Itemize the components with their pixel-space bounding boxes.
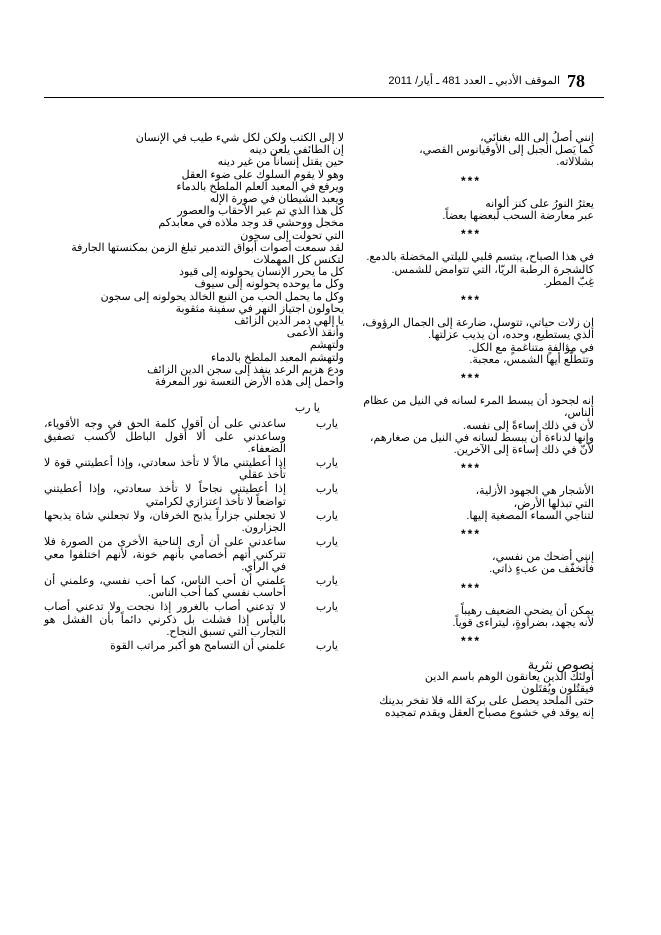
text-line: إنه يوقد في خشوع مصباح العقل ويقدم تمجيده bbox=[384, 707, 594, 720]
section-heading: نصوص نثرية bbox=[527, 656, 594, 672]
stanza bbox=[348, 605, 594, 629]
text-line: في هذا الصباح، يبتسم قلبي لليلتي المخضلة بالدمع. bbox=[366, 251, 594, 264]
prayer-text: إذا أعطيتني مالاً لا تأخذ سعادتي، وإذا أعطيتني قوة لا تأخذ عقلي bbox=[44, 457, 286, 482]
prayer-list bbox=[44, 418, 344, 652]
prayer-label: يارب bbox=[315, 601, 338, 614]
prayer-label: يارب bbox=[315, 418, 338, 431]
text-line: بشلالاته. bbox=[556, 156, 594, 169]
text-line: إنه لجحود أن يبسط المرء لسانه في النيل من عظام الناس، bbox=[363, 395, 594, 420]
text-line: لتكنس كل المهملات bbox=[253, 254, 344, 267]
prayer-entry bbox=[44, 575, 344, 599]
text-line: فيقتُلون ويُقتَلون bbox=[521, 682, 594, 695]
text-line: وهو لا يقوم السلوك على ضوء العقل bbox=[181, 168, 344, 181]
stanza bbox=[348, 317, 594, 366]
text-line: وإنها لدناءة أن يبسط لسانه في النيل من صغارهم، bbox=[369, 431, 594, 444]
prayer-entry bbox=[44, 418, 344, 455]
prayer-text: لا تجعلني جزاراً يذبح الخرفان، ولا تجعلني شاة يذبحها الجزارون. bbox=[44, 509, 286, 535]
poem-block bbox=[44, 132, 344, 388]
text-line: ولتهشم المعبد الملطخ بالدماء bbox=[210, 351, 344, 364]
prayer-label: يارب bbox=[315, 574, 338, 587]
text-line: غِبّ المطر. bbox=[543, 275, 594, 288]
prayer-entry bbox=[44, 457, 344, 481]
text-line: حتى الملحد يحصل على بركة الله فلا تفخر بدينك bbox=[379, 695, 594, 708]
text-line: الذي يستطيع، وحده، أن يذيب عزلتها. bbox=[428, 329, 594, 342]
stanza bbox=[348, 132, 594, 169]
prayer-entry bbox=[44, 510, 344, 534]
text-line: يعثرُ النورُ على كنز ألوانه bbox=[485, 197, 594, 210]
text-line: ويعبد الشيطان في صورة الإله bbox=[209, 193, 344, 206]
running-header: الموقف الأدبي ـ العدد 481 ـ أيار/ 2011 bbox=[388, 75, 560, 87]
text-line: التي تبذلها الأرض، bbox=[513, 497, 594, 510]
text-line: إنني أضحك من نفسي، bbox=[492, 551, 594, 564]
text-line: لقد سمعت أصوات أبواق التدمير تبلغ الزمن بمكنستها الجارفة bbox=[71, 241, 344, 254]
text-line: وكل ما يوحده يحولونه إلى سيوف bbox=[194, 278, 344, 291]
page-number: 78 bbox=[567, 71, 585, 91]
text-line: الأشجار هي الجهود الأزلية، bbox=[475, 485, 594, 498]
text-line: كل هذا الذي تم عبر الأحقاب والعصور bbox=[177, 205, 344, 218]
text-line: يا إلهي دمر الدين الزائف bbox=[234, 315, 344, 328]
prayer-text: ساعدني على أن أقول كلمة الحق في وجه الأقوياء، وساعدني على ألا أقول الباطل لأكسب تصفيق الضعفاء. bbox=[44, 418, 286, 455]
text-line: كل ما يحرر الإنسان يحولونه إلى قيود bbox=[179, 266, 344, 279]
prayer-label: يارب bbox=[315, 457, 338, 470]
prayer-entry bbox=[44, 536, 344, 573]
separator-stars: *** bbox=[460, 173, 481, 188]
section-heading: يا رب bbox=[294, 402, 320, 415]
prayer-text: علمني أن التسامح هو أكبر مراتب القوة bbox=[110, 639, 286, 652]
text-line: كالشجرة الرطبة الريّا، التي تتوامض للشمس. bbox=[391, 263, 594, 276]
prayer-text: إذا أعطيتني نجاحاً لا تأخذ سعادتي، وإذا أعطيتني تواضعاً لا تأخذ اعتزازي لكرامتي bbox=[44, 483, 286, 508]
text-line: فأتخفّف من عبءٍ ذاتي. bbox=[489, 563, 594, 576]
separator-stars: *** bbox=[460, 634, 481, 649]
text-line: مخجل ووحشي قد وجد ملاذه في معابدكم bbox=[158, 217, 344, 230]
right-column bbox=[348, 132, 594, 720]
stanza bbox=[348, 485, 594, 522]
separator-stars: *** bbox=[460, 580, 481, 595]
text-line: إن الطائفي يلعن دينه bbox=[249, 144, 344, 157]
text-line: لأن في ذلك إساءةً إلى نفسه. bbox=[462, 419, 594, 432]
prayer-text: ساعدني على أن أرى الناحية الأخرى من الصورة فلا تتركني أتهم أخصامي بأنهم خونة، لأنهم اختلفوا معي في الرأي. bbox=[44, 536, 286, 573]
text-line: إن زلات حياتي، تتوسل، ضارعة إلى الجمال الرؤوف، bbox=[361, 317, 594, 330]
prayer-label: يارب bbox=[315, 536, 338, 549]
prayer-entry bbox=[44, 483, 344, 507]
text-line: حين يقتل إنساناً من غير دينه bbox=[217, 156, 344, 169]
stanza bbox=[348, 251, 594, 288]
prayer-entry bbox=[44, 640, 344, 652]
prayer-text: لا تدعني أصاب بالغرور إذا نجحت ولا تدعني أصاب باليأس إذا فشلت بل ذكرني دائماً بأن الفشل هو التجارب التي تسبق النجاح. bbox=[44, 601, 286, 638]
text-line: واحمل إلى هذه الأرض التعسة نور المعرفة bbox=[154, 376, 344, 389]
left-column bbox=[44, 132, 344, 654]
prayer-label: يارب bbox=[315, 509, 338, 522]
text-line: يحاولون اجتياز النهر في سفينة مثقوبة bbox=[175, 302, 344, 315]
text-line: التي تحولت إلى سجون bbox=[240, 229, 344, 242]
separator-stars: *** bbox=[460, 371, 481, 386]
prayer-entry bbox=[44, 601, 344, 638]
separator-stars: *** bbox=[460, 293, 481, 308]
text-line: عبر معارضة السحب لبعضها بعضاً. bbox=[442, 210, 594, 223]
text-line: وتتطلّع أيها الشمس، معجبة. bbox=[469, 353, 594, 366]
text-line: ودع هزيم الرعد ينفذ إلى سجن الدين الزائف bbox=[147, 363, 344, 376]
text-line: أولئك الذين يعانقون الوهم باسم الدين bbox=[424, 670, 594, 683]
text-line: ولتهشم bbox=[309, 339, 344, 352]
separator-stars: *** bbox=[460, 527, 481, 542]
stanza bbox=[348, 551, 594, 575]
text-line: وأنقذ الأعمى bbox=[286, 327, 344, 340]
text-line: لأنّ في ذلك إساءة إلى الآخرين. bbox=[453, 444, 594, 457]
text-line: في مؤالفةٍ متناغمةٍ مع الكل. bbox=[468, 341, 594, 354]
text-line: لتناجي السماء المصغية إليها. bbox=[466, 509, 594, 522]
text-line: لأنه يجهد، بضراوةٍ، ليتراءى قوياً. bbox=[452, 617, 594, 630]
stanza bbox=[348, 198, 594, 222]
prayer-text: علمني أن أحب الناس، كما أحب نفسي، وعلمني أن أحاسب نفسي كما أحب الناس. bbox=[44, 574, 286, 600]
prose-block bbox=[348, 671, 594, 720]
separator-stars: *** bbox=[460, 227, 481, 242]
text-line: ويرفع في المعبد العلم الملطخ بالدماء bbox=[176, 180, 344, 193]
text-line: لا إلى الكتب ولكن لكل شيء طيب في الإنسان bbox=[135, 132, 344, 144]
text-line: كما يَصل الجبل إلى الأوقيانوس القصي، bbox=[419, 144, 594, 157]
separator-stars: *** bbox=[460, 461, 481, 476]
prayer-label: يارب bbox=[315, 483, 338, 496]
header-rule bbox=[44, 97, 604, 98]
prayer-label: يارب bbox=[315, 639, 338, 652]
text-line: يمكن أن يضحي الضعيف رهيباً bbox=[460, 604, 594, 617]
text-line: إنني أصلُ إلى الله بغنائي، bbox=[480, 132, 594, 144]
stanza bbox=[348, 395, 594, 456]
text-line: وكل ما يحمل الحب من النبع الخالد يحولونه إلى سجون bbox=[100, 290, 344, 303]
